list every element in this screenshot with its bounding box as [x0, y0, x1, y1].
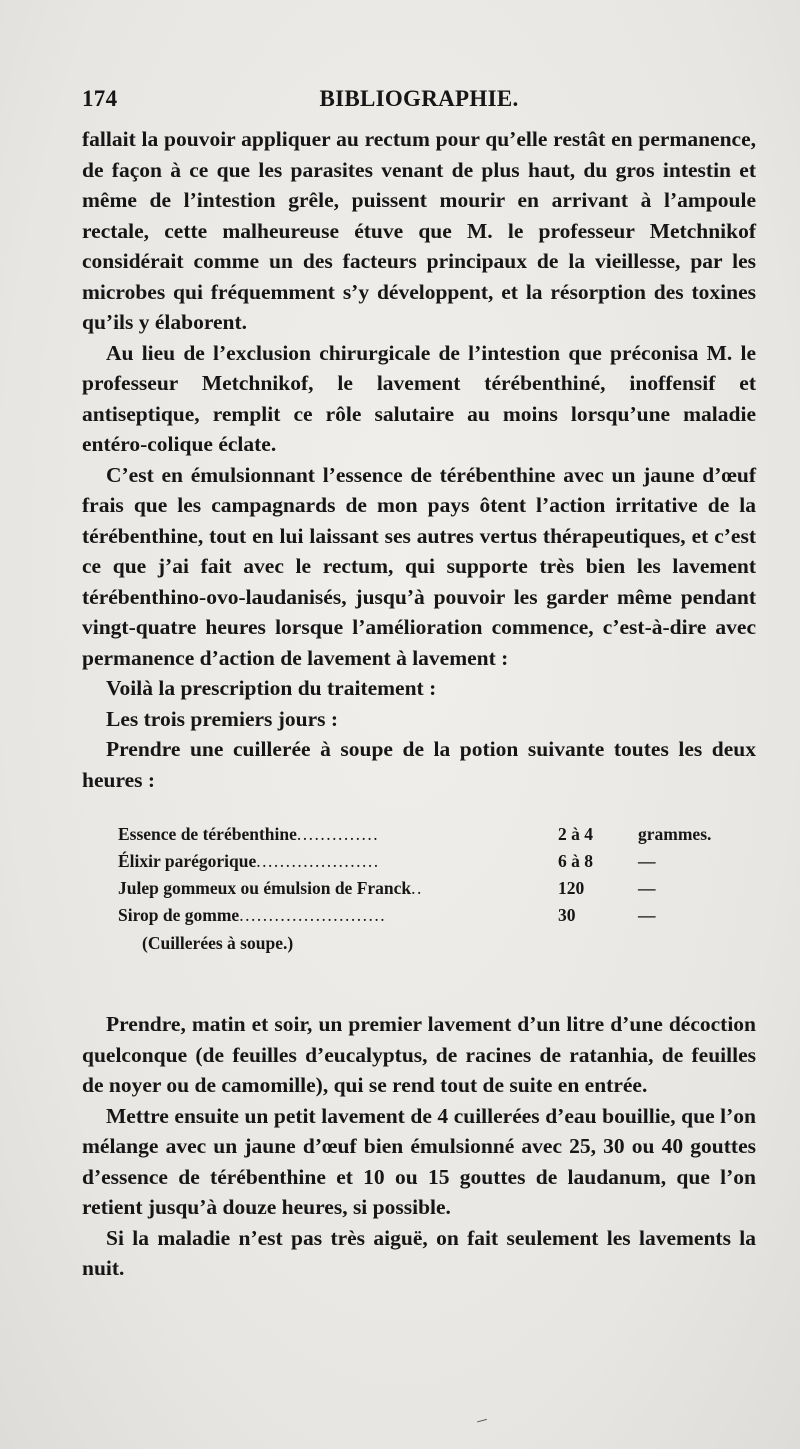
paragraph-6: Prendre une cuillerée à soupe de la potion suivante toutes les deux heures : — [82, 737, 756, 792]
body-text — [82, 124, 756, 1284]
leader-dots: .. — [411, 878, 423, 898]
recipe-quantity: 120 — [558, 878, 585, 898]
page-number: 174 — [82, 86, 118, 111]
recipe-unit: — — [638, 905, 656, 925]
recipe-row — [118, 848, 748, 875]
recipe-row — [118, 821, 748, 848]
leader-dots: ......................... — [239, 905, 387, 925]
leader-dots: .............. — [296, 824, 380, 844]
recipe-row — [118, 875, 748, 902]
recipe-unit: — — [638, 851, 656, 871]
paper-speck — [477, 1419, 489, 1430]
recipe-quantity: 2 à 4 — [558, 824, 593, 844]
recipe-ingredient: Sirop de gomme — [118, 905, 240, 925]
recipe-unit: grammes. — [638, 824, 712, 844]
paragraph-7: Prendre, matin et soir, un premier lavement d’un litre d’une décoction quelconque (de feuilles d’eucalyptus, de racines de ratanhia, de feuilles de noyer ou de camomille), qui se rend tout de suite en entrée. — [82, 1012, 756, 1097]
paragraph-2: Au lieu de l’exclusion chirurgicale de l’intestion que préconisa M. le professeur Metchnikof, le lavement térébenthiné, inoffensif et antiseptique, remplit ce rôle salutaire au moins lorsqu’une maladie entéro-colique éclate. — [82, 340, 756, 456]
paragraph-4: Voilà la prescription du traitement : — [106, 676, 437, 700]
recipe-quantity: 6 à 8 — [558, 851, 593, 871]
recipe-quantity: 30 — [558, 905, 576, 925]
recipe-ingredient: Essence de térébenthine — [118, 824, 297, 844]
recipe-note: (Cuillerées à soupe.) — [142, 933, 294, 953]
recipe-ingredient: Julep gommeux ou émulsion de Franck — [118, 878, 412, 898]
page-header — [82, 86, 756, 116]
prescription-table — [118, 821, 748, 929]
recipe-row — [118, 902, 748, 929]
paragraph-8: Mettre ensuite un petit lavement de 4 cuillerées d’eau bouillie, que l’on mélange avec un jaune d’œuf bien émulsionné avec 25, 30 ou 40 gouttes d’essence de térébenthine et 10 ou 15 gouttes de laudanum, que l’on retient jusqu’à douze heures, si possible. — [82, 1103, 756, 1219]
recipe-unit: — — [638, 878, 656, 898]
running-title: BIBLIOGRAPHIE. — [319, 86, 519, 111]
paragraph-3: C’est en émulsionnant l’essence de térébenthine avec un jaune d’œuf frais que les campagnards de mon pays ôtent l’action irritative de la térébenthine, tout en lui laissant ses autres vertus thérapeutiques, et c’est ce que j’ai fait avec le rectum, qui supporte très bien les lavement térébenthino-ovo-laudanisés, jusqu’à pouvoir les garder même pendant vingt-quatre heures lorsque l’amélioration commence, c’est-à-dire avec permanence d’action de lavement à lavement : — [82, 462, 756, 670]
paragraph-1: fallait la pouvoir appliquer au rectum pour qu’elle restât en permanence, de façon à ce que les parasites venant de plus haut, du gros intestin et même de l’intestion grêle, puissent mourir en arrivant à l’ampoule rectale, cette malheureuse étuve que M. le professeur Metchnikof considérait comme un des facteurs principaux de la vieillesse, par les microbes qui fréquemment s’y développent, et la résorption des toxines qu’ils y élaborent. — [82, 127, 756, 334]
paragraph-9: Si la maladie n’est pas très aiguë, on fait seulement les lavements la nuit. — [82, 1225, 756, 1280]
recipe-ingredient: Élixir parégorique — [118, 851, 257, 871]
leader-dots: ..................... — [256, 851, 380, 871]
paragraph-5: Les trois premiers jours : — [106, 706, 339, 731]
